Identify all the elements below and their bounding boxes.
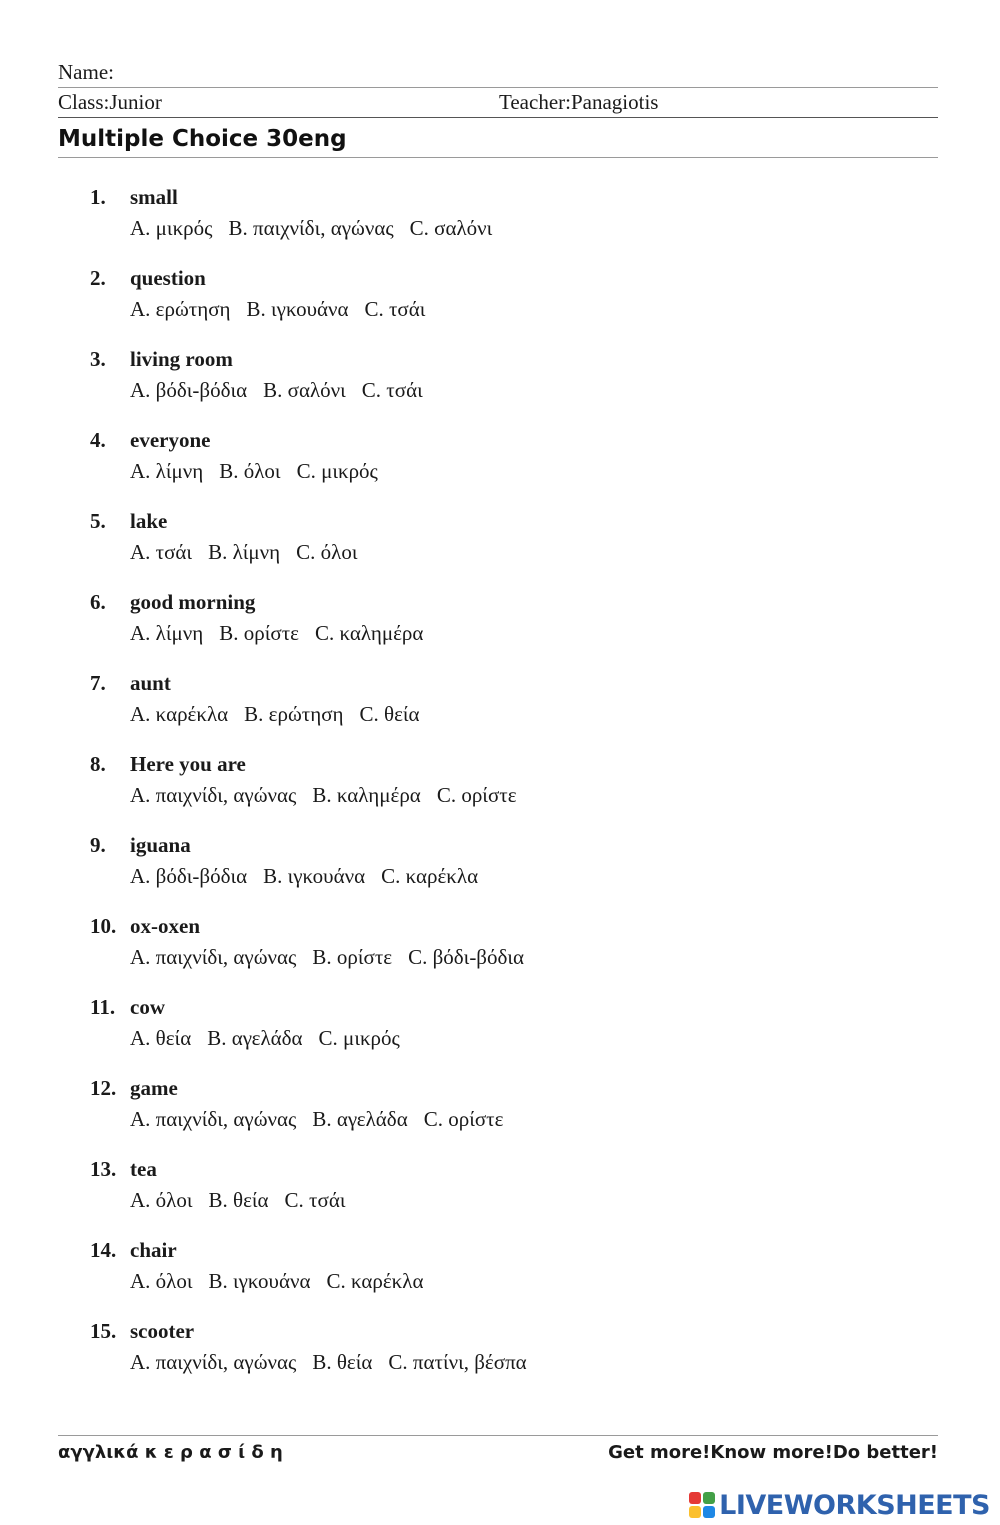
question-item xyxy=(0,589,1000,670)
question-number: 9. xyxy=(90,833,106,857)
question-number: 3. xyxy=(90,347,106,371)
answer-option[interactable]: A. βόδι-βόδια xyxy=(130,864,248,888)
answer-option[interactable]: B. ορίστε xyxy=(219,621,299,645)
answer-options xyxy=(130,296,441,322)
answer-option[interactable]: B. ιγκουάνα xyxy=(208,1269,311,1293)
class-label: Class:Junior xyxy=(58,90,162,114)
question-number: 15. xyxy=(90,1319,117,1343)
answer-options xyxy=(130,863,494,889)
question-number: 12. xyxy=(90,1076,117,1100)
answer-option[interactable]: A. καρέκλα xyxy=(130,702,229,726)
liveworksheets-logo[interactable] xyxy=(689,1488,990,1522)
question-number: 2. xyxy=(90,266,106,290)
question-number: 14. xyxy=(90,1238,117,1262)
answer-option[interactable]: A. τσάι xyxy=(130,540,193,564)
answer-option[interactable]: A. λίμνη xyxy=(130,621,204,645)
question-word: living room xyxy=(130,347,233,371)
question-item xyxy=(0,265,1000,346)
footer-left-text: αγγλικά κ ε ρ α σ ί δ η xyxy=(58,1442,283,1463)
question-item xyxy=(0,427,1000,508)
title-divider xyxy=(58,157,938,158)
teacher-label: Teacher:Panagiotis xyxy=(499,90,659,114)
question-number: 8. xyxy=(90,752,106,776)
answer-option[interactable]: A. ερώτηση xyxy=(130,297,231,321)
answer-options xyxy=(130,620,439,646)
answer-options xyxy=(130,539,374,565)
answer-options xyxy=(130,944,540,970)
answer-options xyxy=(130,458,394,484)
question-word: aunt xyxy=(130,671,171,695)
question-word: ox-oxen xyxy=(130,914,200,938)
answer-option[interactable]: C. ορίστε xyxy=(423,1107,504,1131)
question-item xyxy=(0,832,1000,913)
answer-option[interactable]: B. σαλόνι xyxy=(263,378,346,402)
question-word: iguana xyxy=(130,833,191,857)
question-number: 1. xyxy=(90,185,106,209)
answer-option[interactable]: A. παιχνίδι, αγώνας xyxy=(130,945,297,969)
answer-option[interactable]: C. θεία xyxy=(359,702,420,726)
answer-option[interactable]: C. μικρός xyxy=(318,1026,400,1050)
question-item xyxy=(0,994,1000,1075)
answer-option[interactable]: C. τσάι xyxy=(361,378,423,402)
question-word: Here you are xyxy=(130,752,246,776)
footer-right-text: Get more!Know more!Do better! xyxy=(608,1442,938,1463)
question-word: good morning xyxy=(130,590,256,614)
answer-options xyxy=(130,1349,543,1375)
answer-option[interactable]: C. ορίστε xyxy=(436,783,517,807)
question-word: chair xyxy=(130,1238,177,1262)
answer-option[interactable]: A. παιχνίδι, αγώνας xyxy=(130,1350,297,1374)
answer-option[interactable]: C. τσάι xyxy=(364,297,426,321)
answer-options xyxy=(130,377,439,403)
header-divider xyxy=(58,117,938,118)
question-number: 4. xyxy=(90,428,106,452)
question-number: 7. xyxy=(90,671,106,695)
answer-options xyxy=(130,701,436,727)
question-list xyxy=(0,184,1000,1399)
answer-option[interactable]: A. λίμνη xyxy=(130,459,204,483)
answer-option[interactable]: B. παιχνίδι, αγώνας xyxy=(228,216,394,240)
answer-option[interactable]: A. μικρός xyxy=(130,216,213,240)
question-number: 6. xyxy=(90,590,106,614)
answer-option[interactable]: B. αγελάδα xyxy=(207,1026,303,1050)
question-item xyxy=(0,1075,1000,1156)
answer-option[interactable]: B. αγελάδα xyxy=(312,1107,408,1131)
question-item xyxy=(0,508,1000,589)
answer-option[interactable]: B. ιγκουάνα xyxy=(263,864,366,888)
answer-option[interactable]: C. καλημέρα xyxy=(314,621,424,645)
question-item xyxy=(0,346,1000,427)
answer-option[interactable]: A. όλοι xyxy=(130,1188,193,1212)
answer-option[interactable]: A. βόδι-βόδια xyxy=(130,378,248,402)
answer-option[interactable]: C. πατίνι, βέσπα xyxy=(388,1350,527,1374)
question-word: small xyxy=(130,185,178,209)
question-item xyxy=(0,1156,1000,1237)
answer-option[interactable]: B. καλημέρα xyxy=(312,783,421,807)
question-item xyxy=(0,670,1000,751)
answer-option[interactable]: C. μικρός xyxy=(296,459,378,483)
answer-option[interactable]: A. παιχνίδι, αγώνας xyxy=(130,783,297,807)
answer-option[interactable]: B. λίμνη xyxy=(208,540,281,564)
question-number: 11. xyxy=(90,995,116,1019)
answer-option[interactable]: C. καρέκλα xyxy=(326,1269,424,1293)
question-word: everyone xyxy=(130,428,211,452)
footer-divider xyxy=(58,1435,938,1436)
answer-option[interactable]: A. θεία xyxy=(130,1026,192,1050)
question-item xyxy=(0,751,1000,832)
logo-square xyxy=(689,1506,701,1518)
header-divider xyxy=(58,87,938,88)
answer-option[interactable]: B. ιγκουάνα xyxy=(246,297,349,321)
answer-options xyxy=(130,1187,361,1213)
answer-option[interactable]: B. όλοι xyxy=(219,459,281,483)
answer-option[interactable]: A. όλοι xyxy=(130,1269,193,1293)
answer-options xyxy=(130,782,533,808)
answer-option[interactable]: B. θεία xyxy=(208,1188,269,1212)
answer-options xyxy=(130,1106,519,1132)
answer-option[interactable]: C. καρέκλα xyxy=(381,864,479,888)
question-word: lake xyxy=(130,509,168,533)
question-word: question xyxy=(130,266,206,290)
question-word: game xyxy=(130,1076,178,1100)
answer-option[interactable]: C. τσάι xyxy=(284,1188,346,1212)
logo-square xyxy=(703,1492,715,1504)
logo-square xyxy=(703,1506,715,1518)
answer-options xyxy=(130,215,508,241)
question-number: 10. xyxy=(90,914,117,938)
question-item xyxy=(0,1318,1000,1399)
question-word: scooter xyxy=(130,1319,195,1343)
page-title: Multiple Choice 30eng xyxy=(58,126,347,152)
liveworksheets-logo-text: LIVEWORKSHEETS xyxy=(719,1489,990,1521)
answer-options xyxy=(130,1268,439,1294)
answer-option[interactable]: B. ορίστε xyxy=(312,945,393,969)
answer-option[interactable]: C. σαλόνι xyxy=(409,216,493,240)
question-item xyxy=(0,184,1000,265)
question-word: tea xyxy=(130,1157,157,1181)
logo-square xyxy=(689,1492,701,1504)
question-number: 13. xyxy=(90,1157,117,1181)
name-label: Name: xyxy=(58,60,114,84)
question-item xyxy=(0,1237,1000,1318)
answer-option[interactable]: C. όλοι xyxy=(296,540,358,564)
question-number: 5. xyxy=(90,509,106,533)
question-word: cow xyxy=(130,995,165,1019)
answer-option[interactable]: A. παιχνίδι, αγώνας xyxy=(130,1107,297,1131)
liveworksheets-logo-icon xyxy=(689,1492,715,1518)
answer-options xyxy=(130,1025,416,1051)
answer-option[interactable]: B. θεία xyxy=(312,1350,373,1374)
answer-option[interactable]: C. βόδι-βόδια xyxy=(408,945,525,969)
question-item xyxy=(0,913,1000,994)
answer-option[interactable]: B. ερώτηση xyxy=(244,702,344,726)
